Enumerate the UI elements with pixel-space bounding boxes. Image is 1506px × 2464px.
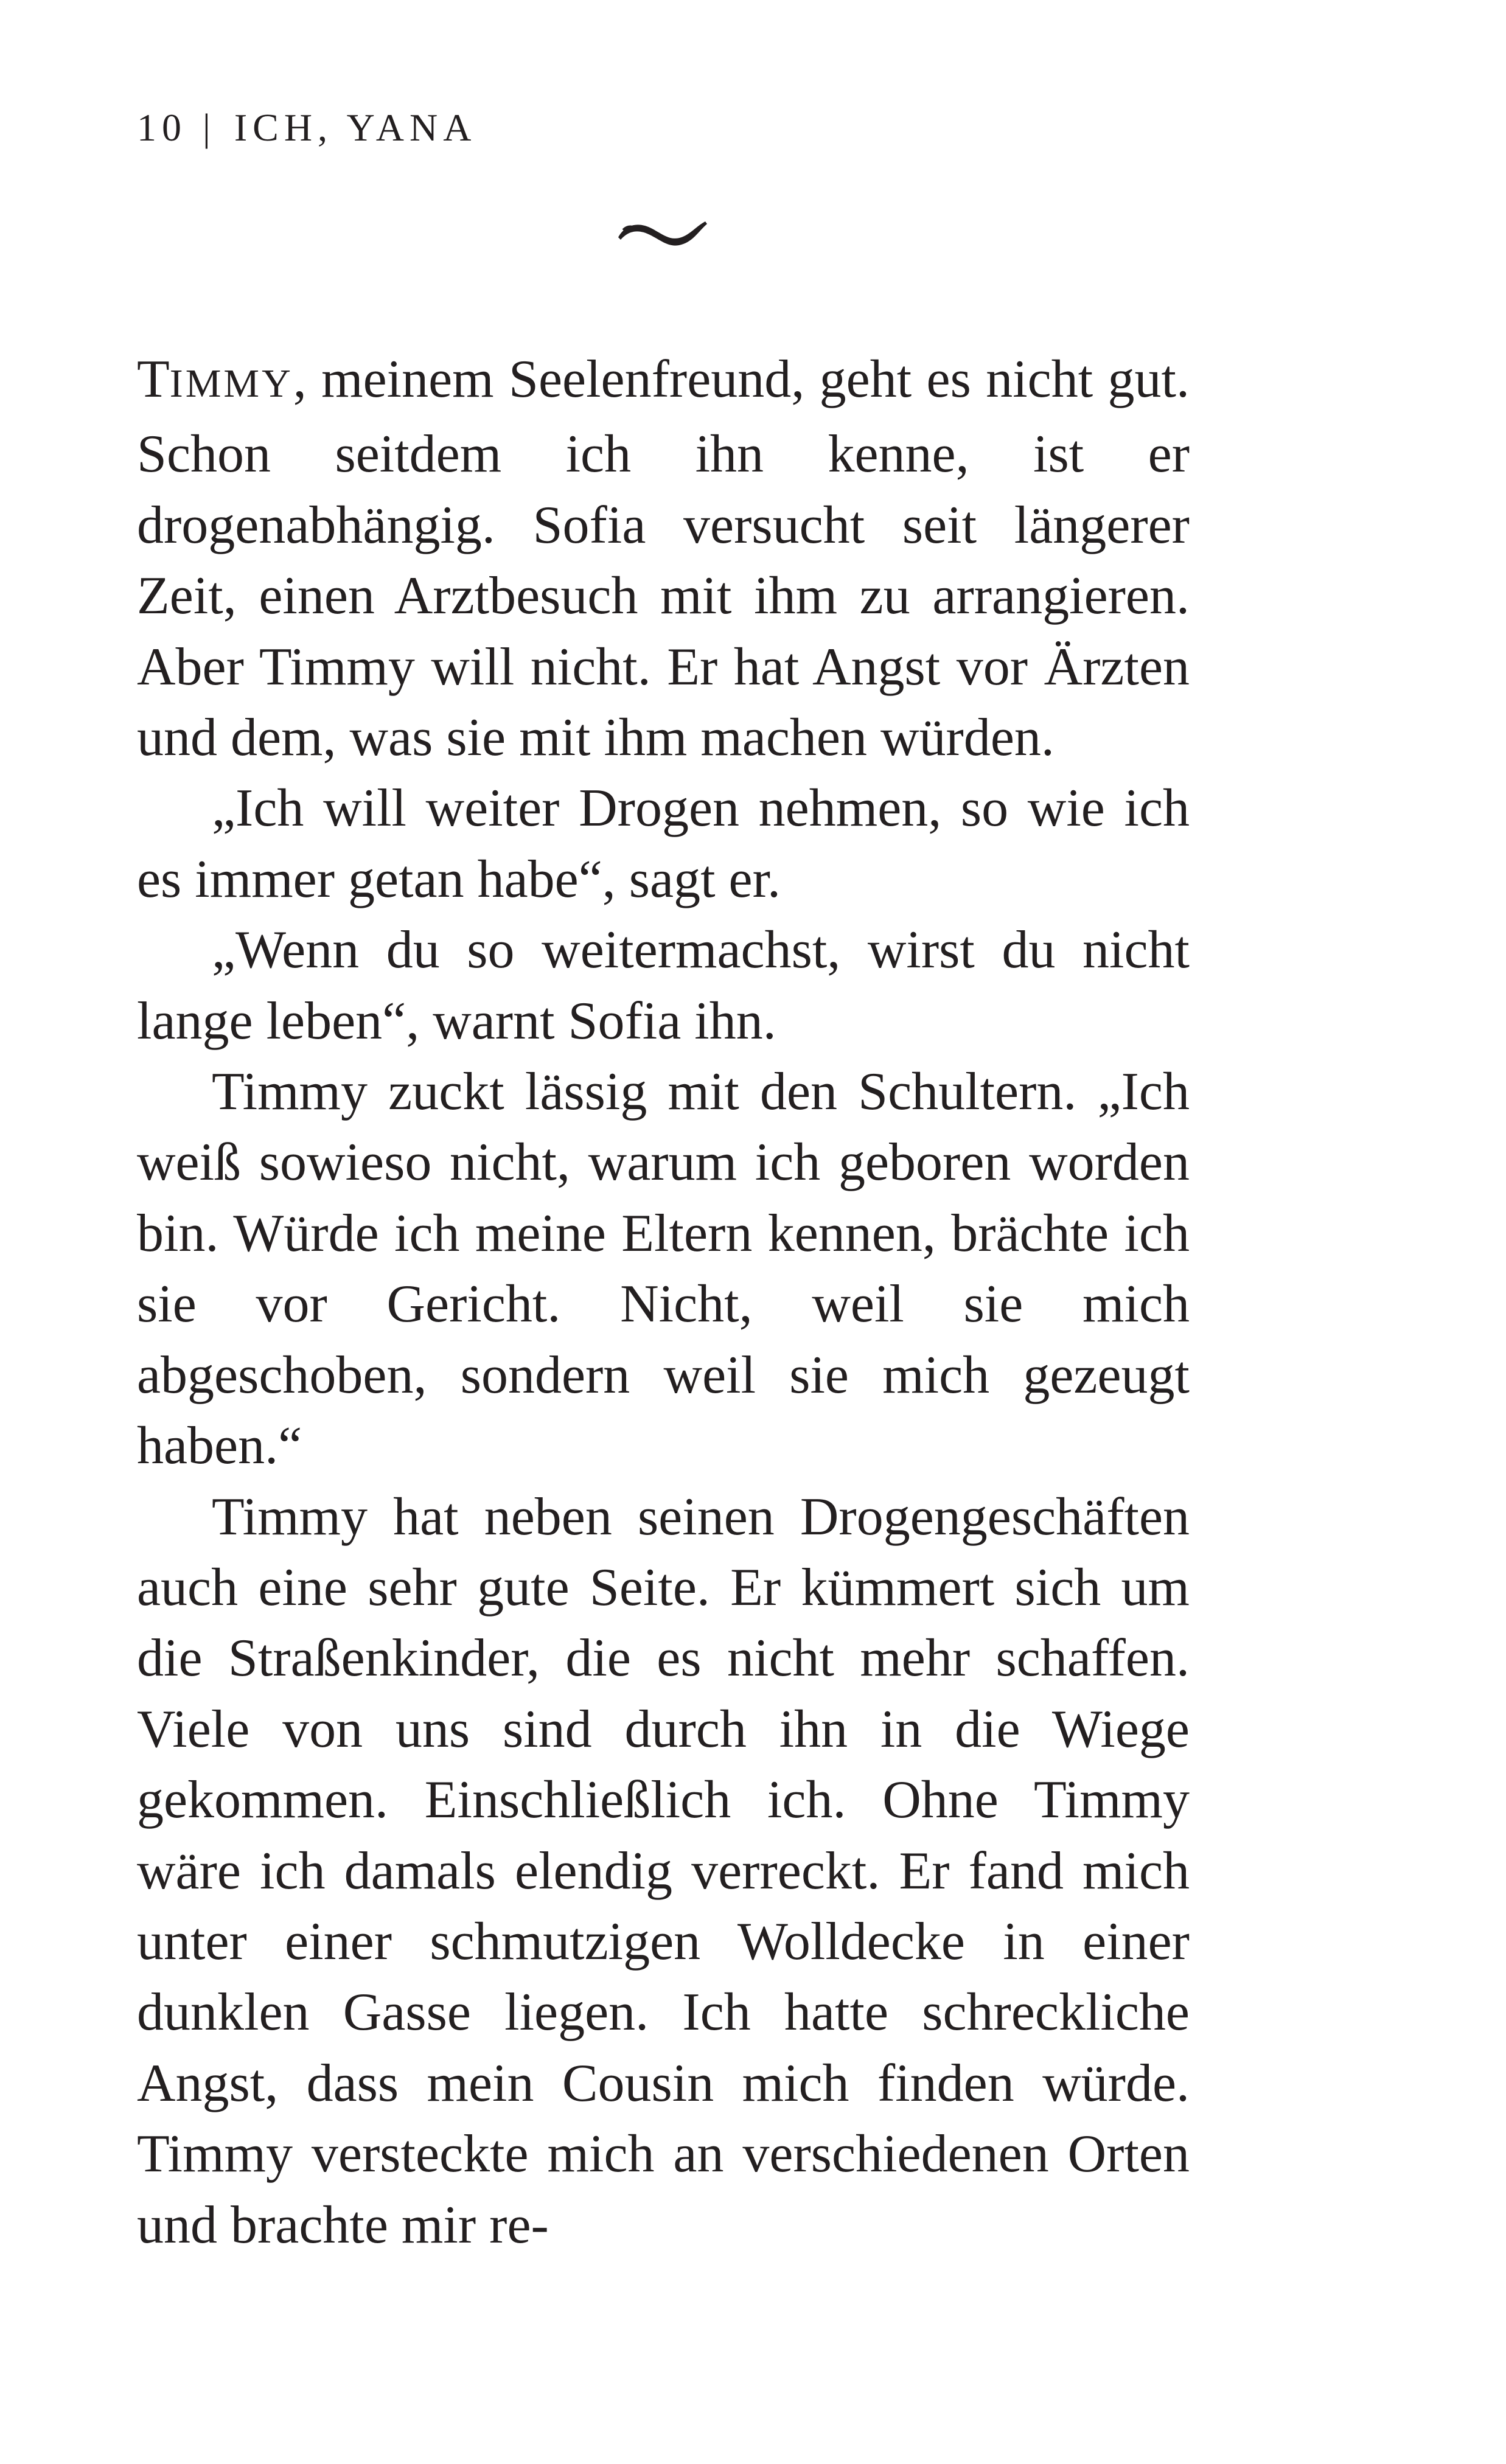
small-caps-lead-initial: T [137, 350, 170, 409]
paragraph-4: Timmy zuckt lässig mit den Schultern. „Ich weiß sowieso nicht, warum ich geboren worden bin. Würde ich meine Eltern kennen, brächte ich sie vor Gericht. Nicht, weil sie mich abgeschoben, sondern weil sie mich gezeugt haben.“ [137, 1062, 1190, 1476]
paragraph-2: „Ich will weiter Drogen nehmen, so wie ich es immer getan habe“, sagt er. [137, 779, 1190, 909]
small-caps-lead-rest: IMMY [169, 361, 293, 406]
body-text [137, 344, 1190, 2261]
chapter-title: ICH, YANA [234, 106, 477, 149]
paragraph-1 [137, 344, 1190, 773]
tilde-swash-ornament-icon [615, 213, 709, 256]
header-separator: | [203, 106, 216, 149]
paragraph-5: Timmy hat neben seinen Drogengeschäften auch eine sehr gute Seite. Er kümmert sich um die Straßenkinder, die es nicht mehr schaffen. Viele von uns sind durch ihn in die Wiege gekommen. Einschließlich ich. Ohne Timmy wäre ich damals elendig verreckt. Er fand mich unter einer schmutzigen Wolldecke in einer dunklen Gasse liegen. Ich hatte schreckliche Angst, dass mein Cousin mich finden würde. Timmy versteckte mich an verschiedenen Orten und brachte mir re- [137, 1487, 1190, 2255]
paragraph-1-text: , meinem Seelenfreund, geht es nicht gut. Schon seitdem ich ihn kenne, ist er drogenabhängig. Sofia versucht seit längerer Zeit, einen Arztbesuch mit ihm zu arrangieren. Aber Timmy will nicht. Er hat Angst vor Ärzten und dem, was sie mit ihm machen würden. [137, 350, 1190, 768]
page-number: 10 [137, 106, 187, 149]
paragraph-3: „Wenn du so weitermachst, wirst du nicht lange leben“, warnt Sofia ihn. [137, 921, 1190, 1051]
running-head [137, 108, 476, 147]
